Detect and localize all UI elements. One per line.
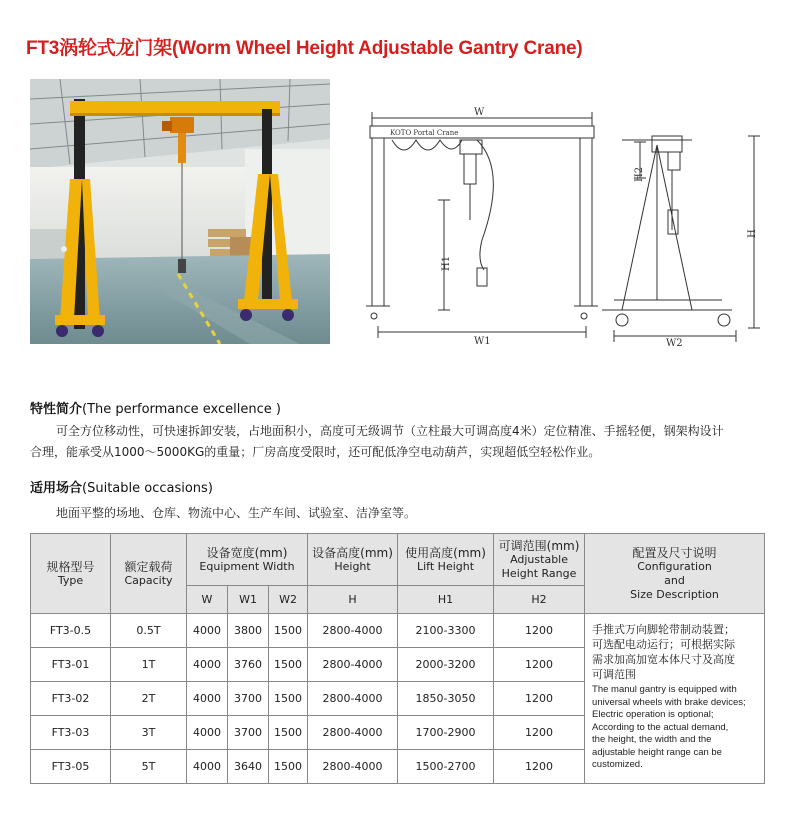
performance-line-1: 可全方位移动性，可快速拆卸安装，占地面积小，高度可无级调节（立柱最大可调高度4米）定位精准、手摇轻便，钢架构设计 [56,424,724,438]
cell-h: 2800-4000 [308,614,398,648]
cell-h1: 1700-2900 [398,716,494,750]
cell-w2: 1500 [269,614,308,648]
cell-h: 2800-4000 [308,716,398,750]
occasions-text [30,503,764,524]
cell-w: 4000 [187,614,228,648]
header-lift: 使用高度(mm) Lift Height [398,534,494,586]
cell-h1: 1500-2700 [398,750,494,784]
gantry-technical-drawing [352,100,762,350]
cell-w: 4000 [187,716,228,750]
desc-en-line: adjustable height range can be [592,746,722,758]
cell-h1: 2000-3200 [398,648,494,682]
cell-h: 2800-4000 [308,682,398,716]
cell-w1: 3760 [228,648,269,682]
occasions-line: 地面平整的场地、仓库、物流中心、生产车间、试验室、洁净室等。 [56,506,417,520]
subheader-w1: W1 [228,586,269,614]
desc-en-line: The manul gantry is equipped with [592,684,737,695]
cell-h2: 1200 [494,682,585,716]
spec-table [30,533,765,784]
cell-h2: 1200 [494,648,585,682]
desc-zh-line: 手推式万向脚轮带制动装置； [592,623,736,636]
cell-type: FT3-03 [31,716,111,750]
cell-h2: 1200 [494,750,585,784]
cell-h: 2800-4000 [308,750,398,784]
table-row [31,614,765,648]
cell-w1: 3700 [228,682,269,716]
subheader-h: H [308,586,398,614]
dim-h-label: H [747,229,758,238]
dim-w1-label: W1 [474,336,491,347]
cell-h2: 1200 [494,614,585,648]
beam-text: KOTO Portal Crane [390,129,459,137]
cell-h: 2800-4000 [308,648,398,682]
desc-en-line: customized. [592,759,643,770]
desc-en-line: the height, the width and the [592,734,712,745]
occasions-heading-zh: 适用场合 [30,481,83,496]
cell-w: 4000 [187,750,228,784]
subheader-h2: H2 [494,586,585,614]
cell-h1: 2100-3300 [398,614,494,648]
header-height: 设备高度(mm) Height [308,534,398,586]
desc-zh-line: 可调范围 [592,668,637,681]
cell-w1: 3640 [228,750,269,784]
occasions-heading [30,477,213,496]
performance-heading-en: (The performance excellence ) [82,402,281,417]
cell-h1: 1850-3050 [398,682,494,716]
cell-capacity: 2T [111,682,187,716]
cell-type: FT3-05 [31,750,111,784]
cell-capacity: 1T [111,648,187,682]
performance-heading [30,398,281,417]
config-description [585,614,765,784]
subheader-w2: W2 [269,586,308,614]
cell-capacity: 0.5T [111,614,187,648]
gantry-crane-photo [30,79,330,344]
cell-w1: 3700 [228,716,269,750]
cell-capacity: 3T [111,716,187,750]
header-capacity: 额定载荷 Capacity [111,534,187,614]
performance-text [30,421,764,463]
desc-zh-line: 可选配电动运行；可根据实际 [592,638,736,651]
occasions-heading-en: (Suitable occasions) [82,481,213,496]
cell-type: FT3-02 [31,682,111,716]
cell-h2: 1200 [494,716,585,750]
performance-heading-zh: 特性简介 [30,402,83,417]
cell-w2: 1500 [269,648,308,682]
desc-zh-line: 需求加高加宽本体尺寸及高度 [592,653,736,666]
desc-en-line: According to the actual demand, [592,721,729,733]
subheader-w: W [187,586,228,614]
cell-type: FT3-01 [31,648,111,682]
cell-w2: 1500 [269,716,308,750]
dim-h1-label: H1 [441,255,452,271]
dim-w2-label: W2 [666,338,683,349]
performance-line-2: 合理，能承受从1000～5000KG的重量；厂房高度受限时，还可配低净空电动葫芦，实现超低空轻松作业。 [30,445,601,459]
cell-w1: 3800 [228,614,269,648]
cell-w2: 1500 [269,682,308,716]
header-width: 设备宽度(mm) Equipment Width [187,534,308,586]
cell-w: 4000 [187,648,228,682]
page-title: FT3涡轮式龙门架(Worm Wheel Height Adjustable Gantry Crane) [26,38,583,59]
desc-en-line: universal wheels with brake devices; [592,696,746,708]
header-type: 规格型号 Type [31,534,111,614]
header-adjustable: 可调范围(mm) Adjustable Height Range [494,534,585,586]
cell-w2: 1500 [269,750,308,784]
subheader-h1: H1 [398,586,494,614]
cell-type: FT3-0.5 [31,614,111,648]
cell-w: 4000 [187,682,228,716]
desc-en-line: Electric operation is optional; [592,709,714,720]
cell-capacity: 5T [111,750,187,784]
dim-w-label: W [474,107,485,118]
header-config: 配置及尺寸说明 Configuration and Size Description [585,534,765,614]
dim-h2-label: H2 [634,166,645,182]
